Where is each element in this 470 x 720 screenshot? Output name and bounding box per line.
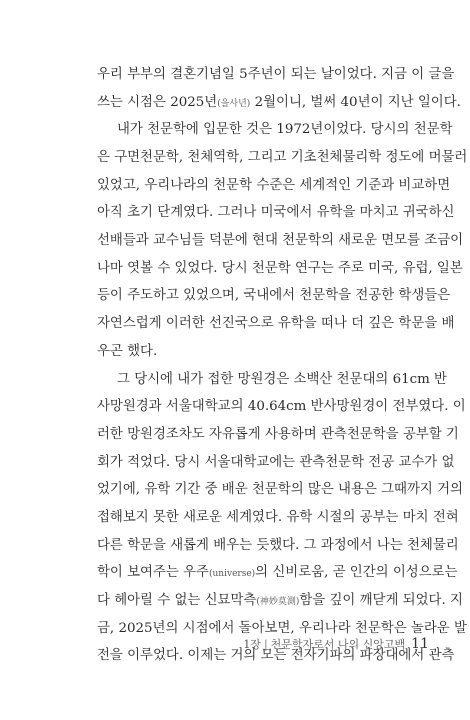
- body-line-20: 다 헤아릴 수 없는 신묘막측(神妙莫測)함을 깊이 깨닫게 되었다. 지: [97, 593, 463, 608]
- body-line-4: 은 구면천문학, 천체역학, 그리고 기초천체물리학 정도에 머물러: [97, 150, 468, 165]
- body-line-14: 러한 망원경조차도 자유롭게 사용하며 관측천문학을 공부할 기: [97, 427, 459, 442]
- body-line-15: 회가 적었다. 당시 서울대학교에는 관측천문학 전공 교수가 없: [97, 455, 455, 470]
- chapter-label: 1장: [243, 638, 261, 651]
- body-line-5: 있었고, 우리나라의 천문학 수준은 세계적인 기준과 비교하면: [97, 178, 451, 193]
- body-line-19: 학이 보여주는 우주(universe)의 신비로움, 곧 인간의 이성으로는: [97, 565, 458, 580]
- footer-separator: |: [263, 638, 268, 651]
- body-line-10: 자연스럽게 이러한 선진국으로 유학을 떠나 더 깊은 학문을 배: [97, 316, 455, 331]
- body-line-1: 우리 부부의 결혼기념일 5주년이 되는 날이었다. 지금 이 글을: [97, 67, 455, 82]
- body-line-18: 다른 학문을 새롭게 배우는 듯했다. 그 과정에서 나는 천체물리: [97, 538, 459, 553]
- body-line-11: 우곤 했다.: [97, 344, 158, 359]
- body-line-22: 전을 이루었다. 이제는 거의 모든 전자기파의 파장대에서 관측: [97, 648, 455, 663]
- body-line-2: 쓰는 시점은 2025년(을사년) 2월이니, 벌써 40년이 지난 일이다.: [97, 95, 461, 110]
- body-line-9: 등이 주도하고 있었으며, 국내에서 천문학을 전공한 학생들은: [97, 288, 451, 303]
- body-line-13: 사망원경과 서울대학교의 40.64cm 반사망원경이 전부였다. 이: [97, 399, 466, 414]
- body-line-8: 나마 엿볼 수 있었다. 당시 천문학 연구는 주로 미국, 유럽, 일본: [97, 261, 463, 276]
- body-line-21: 금, 2025년의 시점에서 돌아보면, 우리나라 천문학은 놀라운 발: [97, 621, 467, 636]
- page-number: 11: [411, 636, 429, 652]
- english-annotation: (universe): [209, 569, 256, 579]
- body-line-16: 었기에, 유학 기간 중 배운 천문학의 많은 내용은 그때까지 거의: [97, 482, 463, 497]
- body-line-6: 아직 초기 단계였다. 그러나 미국에서 유학을 마치고 귀국하신: [97, 205, 455, 220]
- hanja-annotation: (神妙莫測): [256, 597, 300, 607]
- chapter-title: 천문학자로서 나의 신앙고백: [270, 638, 406, 651]
- body-line-3: 내가 천문학에 입문한 것은 1972년이었다. 당시의 천문학: [117, 122, 453, 137]
- hanja-annotation: (을사년): [217, 99, 251, 109]
- body-line-7: 선배들과 교수님들 덕분에 현대 천문학의 새로운 면모를 조금이: [97, 233, 464, 248]
- running-footer: [243, 636, 429, 652]
- body-line-17: 접해보지 못한 새로운 세계였다. 유학 시절의 공부는 마치 전혀: [97, 510, 459, 525]
- body-line-12: 그 당시에 내가 접한 망원경은 소백산 천문대의 61cm 반: [117, 372, 447, 387]
